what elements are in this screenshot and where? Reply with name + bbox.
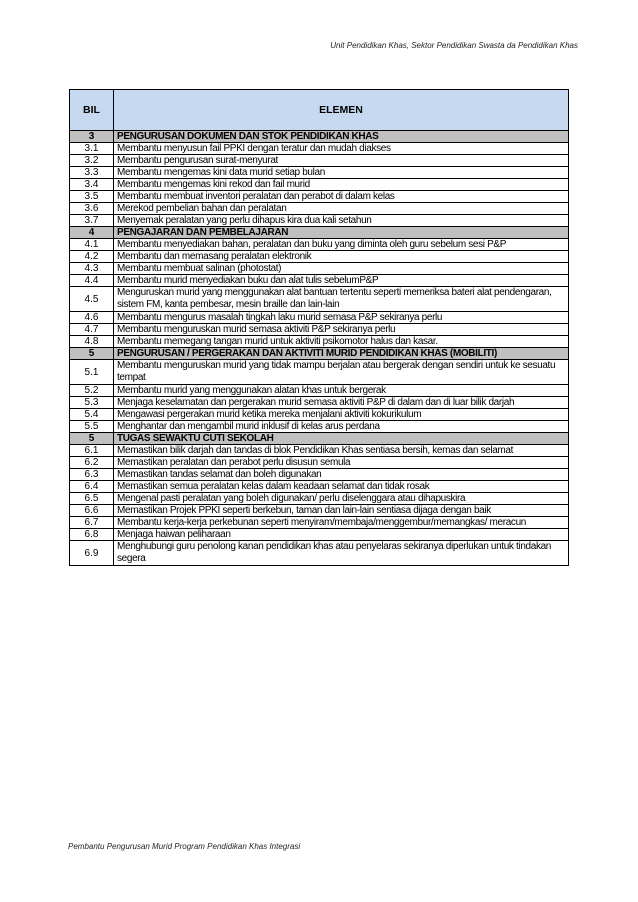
table-row bbox=[70, 457, 569, 469]
bil-cell: 6.5 bbox=[70, 493, 114, 505]
section-title: PENGURUSAN DOKUMEN DAN STOK PENDIDIKAN KHAS bbox=[114, 131, 569, 143]
column-header-elemen: ELEMEN bbox=[114, 90, 569, 131]
elemen-cell: Membantu memegang tangan murid untuk aktiviti psikomotor halus dan kasar. bbox=[114, 336, 569, 348]
table-row bbox=[70, 421, 569, 433]
bil-cell: 6.3 bbox=[70, 469, 114, 481]
table-row bbox=[70, 360, 569, 385]
section-title: PENGURUSAN / PERGERAKAN DAN AKTIVITI MURID PENDIDIKAN KHAS (MOBILITI) bbox=[114, 348, 569, 360]
elemen-cell: Membantu dan memasang peralatan elektronik bbox=[114, 251, 569, 263]
table-row bbox=[70, 505, 569, 517]
table-row bbox=[70, 481, 569, 493]
bil-cell: 4 bbox=[70, 227, 114, 239]
table-row bbox=[70, 385, 569, 397]
section-title: TUGAS SEWAKTU CUTI SEKOLAH bbox=[114, 433, 569, 445]
elemen-cell: Mengawasi pergerakan murid ketika mereka menjalani aktiviti kokurikulum bbox=[114, 409, 569, 421]
elemen-cell: Menguruskan murid yang menggunakan alat bantuan tertentu seperti memeriksa bateri alat pendengaran, sistem FM, kanta pembesar, mesin braille dan lain-lain bbox=[114, 287, 569, 312]
table-row bbox=[70, 312, 569, 324]
bil-cell: 5.4 bbox=[70, 409, 114, 421]
elemen-cell: Membantu kerja-kerja perkebunan seperti menyiram/membaja/menggembur/memangkas/ meracun bbox=[114, 517, 569, 529]
elemen-cell: Memastikan bilik darjah dan tandas di blok Pendidikan Khas sentiasa bersih, kemas dan selamat bbox=[114, 445, 569, 457]
bil-cell: 4.5 bbox=[70, 287, 114, 312]
bil-cell: 6.6 bbox=[70, 505, 114, 517]
bil-cell: 6.9 bbox=[70, 541, 114, 566]
elemen-cell: Menjaga keselamatan dan pergerakan murid semasa aktiviti P&P di dalam dan di luar bilik darjah bbox=[114, 397, 569, 409]
table-row bbox=[70, 263, 569, 275]
bil-cell: 4.4 bbox=[70, 275, 114, 287]
bil-cell: 4.6 bbox=[70, 312, 114, 324]
table-row bbox=[70, 155, 569, 167]
table-row bbox=[70, 215, 569, 227]
page-header: Unit Pendidikan Khas, Sektor Pendidikan Swasta da Pendidikan Khas bbox=[330, 41, 578, 50]
elemen-cell: Mengenal pasti peralatan yang boleh digunakan/ perlu diselenggara atau dihapuskira bbox=[114, 493, 569, 505]
bil-cell: 6.7 bbox=[70, 517, 114, 529]
elemen-cell: Memastikan tandas selamat dan boleh digunakan bbox=[114, 469, 569, 481]
bil-cell: 4.3 bbox=[70, 263, 114, 275]
elemen-cell: Membantu menguruskan murid semasa aktiviti P&P sekiranya perlu bbox=[114, 324, 569, 336]
elemen-cell: Membantu menyediakan bahan, peralatan dan buku yang diminta oleh guru sebelum sesi P&P bbox=[114, 239, 569, 251]
bil-cell: 6.1 bbox=[70, 445, 114, 457]
table-row bbox=[70, 541, 569, 566]
elemen-cell: Merekod pembelian bahan dan peralatan bbox=[114, 203, 569, 215]
column-header-bil: BIL bbox=[70, 90, 114, 131]
table-row bbox=[70, 409, 569, 421]
table-row bbox=[70, 203, 569, 215]
section-row bbox=[70, 131, 569, 143]
table-body bbox=[70, 131, 569, 566]
bil-cell: 4.7 bbox=[70, 324, 114, 336]
table-row bbox=[70, 143, 569, 155]
elemen-cell: Membantu mengemas kini rekod dan fail murid bbox=[114, 179, 569, 191]
elemen-cell: Membantu membuat salinan (photostat) bbox=[114, 263, 569, 275]
section-row bbox=[70, 433, 569, 445]
bil-cell: 3.7 bbox=[70, 215, 114, 227]
bil-cell: 5.3 bbox=[70, 397, 114, 409]
table-row bbox=[70, 191, 569, 203]
table-row bbox=[70, 493, 569, 505]
elemen-cell: Menyemak peralatan yang perlu dihapus kira dua kali setahun bbox=[114, 215, 569, 227]
bil-cell: 6.2 bbox=[70, 457, 114, 469]
bil-cell: 4.1 bbox=[70, 239, 114, 251]
bil-cell: 3.3 bbox=[70, 167, 114, 179]
table-row bbox=[70, 445, 569, 457]
bil-cell: 5.2 bbox=[70, 385, 114, 397]
table-row bbox=[70, 287, 569, 312]
bil-cell: 4.8 bbox=[70, 336, 114, 348]
section-row bbox=[70, 348, 569, 360]
bil-cell: 5.5 bbox=[70, 421, 114, 433]
bil-cell: 3.5 bbox=[70, 191, 114, 203]
table-row bbox=[70, 324, 569, 336]
section-row bbox=[70, 227, 569, 239]
bil-cell: 4.2 bbox=[70, 251, 114, 263]
duty-table bbox=[69, 89, 569, 566]
table-header-row bbox=[70, 90, 569, 131]
bil-cell: 6.8 bbox=[70, 529, 114, 541]
table-row bbox=[70, 275, 569, 287]
bil-cell: 5 bbox=[70, 348, 114, 360]
bil-cell: 6.4 bbox=[70, 481, 114, 493]
table-row bbox=[70, 529, 569, 541]
section-title: PENGAJARAN DAN PEMBELAJARAN bbox=[114, 227, 569, 239]
table-row bbox=[70, 469, 569, 481]
table-row bbox=[70, 179, 569, 191]
elemen-cell: Membantu menyusun fail PPKI dengan teratur dan mudah diakses bbox=[114, 143, 569, 155]
bil-cell: 3 bbox=[70, 131, 114, 143]
elemen-cell: Membantu murid yang menggunakan alatan khas untuk bergerak bbox=[114, 385, 569, 397]
bil-cell: 3.4 bbox=[70, 179, 114, 191]
elemen-cell: Membantu murid menyediakan buku dan alat tulis sebelumP&P bbox=[114, 275, 569, 287]
elemen-cell: Menghubungi guru penolong kanan pendidikan khas atau penyelaras sekiranya diperlukan untuk tindakan segera bbox=[114, 541, 569, 566]
elemen-cell: Membantu membuat inventori peralatan dan perabot di dalam kelas bbox=[114, 191, 569, 203]
elemen-cell: Membantu mengurus masalah tingkah laku murid semasa P&P sekiranya perlu bbox=[114, 312, 569, 324]
table-row bbox=[70, 239, 569, 251]
bil-cell: 3.2 bbox=[70, 155, 114, 167]
elemen-cell: Memastikan peralatan dan perabot perlu disusun semula bbox=[114, 457, 569, 469]
bil-cell: 5 bbox=[70, 433, 114, 445]
bil-cell: 3.1 bbox=[70, 143, 114, 155]
elemen-cell: Memastikan semua peralatan kelas dalam keadaan selamat dan tidak rosak bbox=[114, 481, 569, 493]
table-row bbox=[70, 397, 569, 409]
table-row bbox=[70, 517, 569, 529]
bil-cell: 5.1 bbox=[70, 360, 114, 385]
elemen-cell: Menghantar dan mengambil murid inklusif di kelas arus perdana bbox=[114, 421, 569, 433]
elemen-cell: Membantu menguruskan murid yang tidak mampu berjalan atau bergerak dengan sendiri untuk ke sesuatu tempat bbox=[114, 360, 569, 385]
elemen-cell: Membantu pengurusan surat-menyurat bbox=[114, 155, 569, 167]
table-row bbox=[70, 251, 569, 263]
elemen-cell: Membantu mengemas kini data murid setiap bulan bbox=[114, 167, 569, 179]
elemen-cell: Menjaga haiwan peliharaan bbox=[114, 529, 569, 541]
page-footer: Pembantu Pengurusan Murid Program Pendidikan Khas Integrasi bbox=[68, 842, 301, 851]
elemen-cell: Memastikan Projek PPKI seperti berkebun, taman dan lain-lain sentiasa dijaga dengan baik bbox=[114, 505, 569, 517]
bil-cell: 3.6 bbox=[70, 203, 114, 215]
table-row bbox=[70, 167, 569, 179]
table-row bbox=[70, 336, 569, 348]
